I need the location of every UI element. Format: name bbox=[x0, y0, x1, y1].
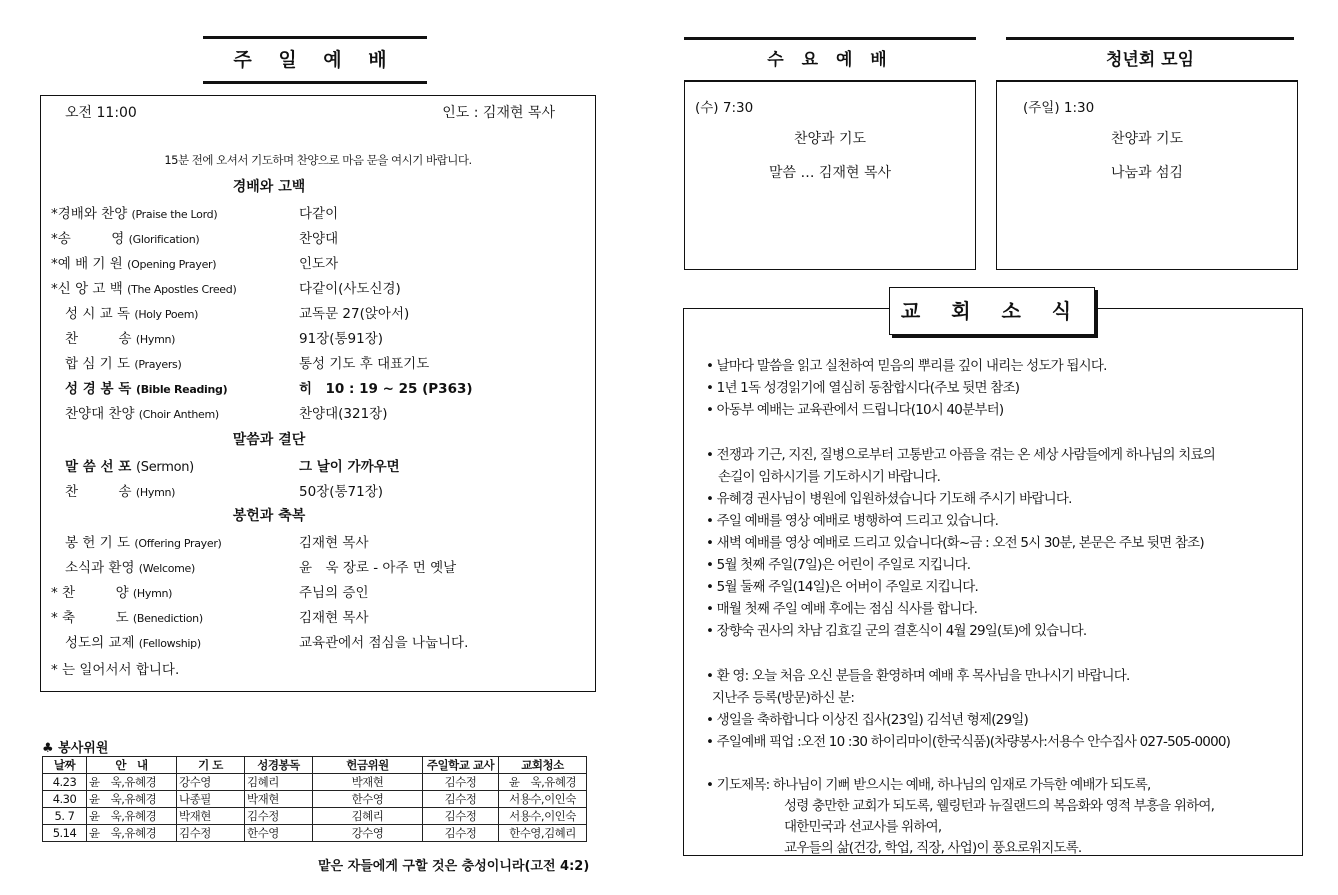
news-item: • 기도제목: 하나님이 기뻐 받으시는 예배, 하나님의 임재로 가득한 예배가 되도록, bbox=[706, 777, 1151, 793]
table-cell: 강수영 bbox=[313, 825, 423, 842]
order-item-name: 합 심 기 도 (Prayers) bbox=[65, 356, 182, 372]
wednesday-box bbox=[684, 80, 976, 270]
table-cell: 김수정 bbox=[423, 774, 499, 791]
news-item: 대한민국과 선교사를 위하여, bbox=[784, 819, 942, 835]
news-item: 손길이 임하시기를 기도하시기 바랍니다. bbox=[718, 469, 941, 485]
order-item bbox=[41, 302, 597, 327]
news-item: • 유혜경 권사님이 병원에 입원하셨습니다 기도해 주시기 바랍니다. bbox=[706, 491, 1072, 507]
order-item bbox=[41, 252, 597, 277]
column-header: 교회청소 bbox=[499, 757, 587, 774]
column-header: 안 내 bbox=[87, 757, 177, 774]
volunteers-table bbox=[42, 756, 587, 842]
worship-leader: 인도 : 김재현 목사 bbox=[442, 105, 555, 121]
news-item: • 생일을 축하합니다 이상진 집사(23일) 김석년 형제(29일) bbox=[706, 712, 1028, 728]
arrival-notice: 15분 전에 오셔서 기도하며 찬양으로 마음 문을 여시기 바랍니다. bbox=[164, 153, 472, 167]
order-item bbox=[41, 480, 597, 505]
column-header: 성경봉독 bbox=[245, 757, 313, 774]
youth-line: 찬양과 기도 bbox=[1110, 131, 1184, 147]
table-cell: 4.30 bbox=[43, 791, 87, 808]
table-cell: 윤 욱,유혜경 bbox=[87, 825, 177, 842]
order-item-name: 성도의 교제 (Fellowship) bbox=[65, 635, 201, 651]
table-cell: 김혜리 bbox=[245, 774, 313, 791]
order-item bbox=[41, 556, 597, 581]
news-item: • 장향숙 권사의 차남 김효길 군의 결혼식이 4월 29일(토)에 있습니다. bbox=[706, 623, 1087, 639]
order-item-name: * 축 도 (Benediction) bbox=[51, 610, 203, 626]
table-cell: 김수정 bbox=[423, 791, 499, 808]
table-cell: 4.23 bbox=[43, 774, 87, 791]
church-news-box bbox=[683, 308, 1303, 856]
news-item: • 1년 1독 성경읽기에 열심히 동참합시다(주보 뒷면 참조) bbox=[706, 380, 1020, 396]
order-item bbox=[41, 377, 597, 402]
order-item-name: 말 씀 선 포 (Sermon) bbox=[65, 459, 194, 475]
column-header: 기 도 bbox=[177, 757, 245, 774]
order-item bbox=[41, 606, 597, 631]
table-cell: 김수정 bbox=[423, 825, 499, 842]
table-row bbox=[43, 791, 587, 808]
table-cell: 한수영 bbox=[313, 791, 423, 808]
news-item: 성령 충만한 교회가 되도록, 웰링턴과 뉴질랜드의 복음화와 영적 부흥을 위하여, bbox=[784, 798, 1215, 814]
news-item: • 매월 첫째 주일 예배 후에는 점심 식사를 합니다. bbox=[706, 601, 978, 617]
order-item bbox=[41, 327, 597, 352]
table-cell: 5.14 bbox=[43, 825, 87, 842]
order-item bbox=[41, 227, 597, 252]
column-header: 주일학교 교사 bbox=[423, 757, 499, 774]
order-item-name: 소식과 환영 (Welcome) bbox=[65, 560, 195, 576]
order-item-name: 봉 헌 기 도 (Offering Prayer) bbox=[65, 535, 222, 551]
order-item bbox=[41, 402, 597, 427]
order-item bbox=[41, 277, 597, 302]
news-item: • 5월 첫째 주일(7일)은 어린이 주일로 지킵니다. bbox=[706, 557, 971, 573]
column-header: 날짜 bbox=[43, 757, 87, 774]
order-item-value: 교육관에서 점심을 나눕니다. bbox=[299, 635, 469, 651]
worship-time: 오전 11:00 bbox=[65, 105, 137, 121]
wednesday-worship-title: 수 요 예 배 bbox=[684, 37, 976, 75]
table-cell: 김혜리 bbox=[313, 808, 423, 825]
order-item-value: 찬양대 bbox=[299, 231, 339, 247]
youth-meeting-title: 청년회 모임 bbox=[1006, 37, 1294, 75]
order-item-name: 성 시 교 독 (Holy Poem) bbox=[65, 306, 199, 322]
order-item-value: 찬양대(321장) bbox=[299, 406, 388, 422]
order-item-name: 성 경 봉 독 (Bible Reading) bbox=[65, 381, 228, 397]
table-cell: 박재현 bbox=[177, 808, 245, 825]
order-item bbox=[41, 631, 597, 656]
order-item-name: *신 앙 고 백 (The Apostles Creed) bbox=[51, 281, 237, 297]
youth-line: 나눔과 섬김 bbox=[1110, 165, 1184, 181]
wednesday-line: 말씀 … 김재현 목사 bbox=[768, 165, 892, 181]
table-cell: 윤 욱,유혜경 bbox=[87, 774, 177, 791]
table-cell: 서용수,이인숙 bbox=[499, 808, 587, 825]
standing-footnote: * 는 일어서서 합니다. bbox=[51, 662, 180, 678]
order-item-value: 다같이 bbox=[299, 206, 339, 222]
table-cell: 김수정 bbox=[423, 808, 499, 825]
order-item-value: 통성 기도 후 대표기도 bbox=[299, 356, 430, 372]
order-item-value: 김재현 목사 bbox=[299, 535, 369, 551]
order-item-name: 찬양대 찬양 (Choir Anthem) bbox=[65, 406, 219, 422]
table-cell: 나종필 bbox=[177, 791, 245, 808]
order-item bbox=[41, 581, 597, 606]
table-row bbox=[43, 808, 587, 825]
church-news-title: 교 회 소 식 bbox=[889, 287, 1095, 335]
youth-time: (주일) 1:30 bbox=[1023, 100, 1095, 116]
table-cell: 윤 욱,유혜경 bbox=[499, 774, 587, 791]
news-item: • 주일 예배를 영상 예배로 병행하여 드리고 있습니다. bbox=[706, 513, 999, 529]
youth-box bbox=[996, 80, 1298, 270]
order-item-value: 그 날이 가까우면 bbox=[299, 459, 400, 475]
order-item bbox=[41, 352, 597, 377]
section-word-heading: 말씀과 결단 bbox=[232, 432, 306, 448]
table-row bbox=[43, 825, 587, 842]
wednesday-time: (수) 7:30 bbox=[695, 100, 754, 116]
table-cell: 강수영 bbox=[177, 774, 245, 791]
order-item-name: *경배와 찬양 (Praise the Lord) bbox=[51, 206, 218, 222]
order-item-name: *예 배 기 원 (Opening Prayer) bbox=[51, 256, 217, 272]
order-item-value: 윤 욱 장로 - 아주 먼 옛날 bbox=[299, 560, 457, 576]
order-item bbox=[41, 455, 597, 480]
table-cell: 5. 7 bbox=[43, 808, 87, 825]
order-item-value: 50장(통71장) bbox=[299, 484, 384, 500]
bible-verse: 맡은 자들에게 구할 것은 충성이니라(고전 4:2) bbox=[318, 859, 590, 874]
order-item-name: *송 영 (Glorification) bbox=[51, 231, 200, 247]
sunday-order-box bbox=[40, 95, 596, 692]
table-cell: 서용수,이인숙 bbox=[499, 791, 587, 808]
news-item: 교우들의 삶(건강, 학업, 직장, 사업)이 풍요로워지도록. bbox=[784, 840, 1082, 856]
order-item-value: 91장(통91장) bbox=[299, 331, 384, 347]
order-item-name: 찬 송 (Hymn) bbox=[65, 484, 176, 500]
volunteers-title: ♣ 봉사위원 bbox=[42, 741, 109, 756]
table-cell: 김수정 bbox=[177, 825, 245, 842]
sunday-worship-title: 주 일 예 배 bbox=[203, 36, 427, 84]
order-item-name: 찬 송 (Hymn) bbox=[65, 331, 176, 347]
wednesday-line: 찬양과 기도 bbox=[793, 131, 867, 147]
news-item: • 5월 둘째 주일(14일)은 어버이 주일로 지킵니다. bbox=[706, 579, 978, 595]
order-item bbox=[41, 531, 597, 556]
news-item: • 아동부 예배는 교육관에서 드립니다(10시 40분부터) bbox=[706, 402, 1004, 418]
news-item: • 환 영: 오늘 처음 오신 분들을 환영하며 예배 후 목사님을 만나시기 바랍니다. bbox=[706, 668, 1130, 684]
section-worship-heading: 경배와 고백 bbox=[232, 179, 306, 195]
news-item: • 날마다 말씀을 읽고 실천하여 믿음의 뿌리를 깊이 내리는 성도가 됩시다. bbox=[706, 358, 1107, 374]
order-item-value: 다같이(사도신경) bbox=[299, 281, 401, 297]
order-item-value: 주님의 증인 bbox=[299, 585, 369, 601]
table-cell: 박재현 bbox=[245, 791, 313, 808]
table-cell: 윤 욱,유혜경 bbox=[87, 791, 177, 808]
column-header: 헌금위원 bbox=[313, 757, 423, 774]
order-item-value: 인도자 bbox=[299, 256, 339, 272]
table-cell: 한수영 bbox=[245, 825, 313, 842]
table-cell: 윤 욱,유혜경 bbox=[87, 808, 177, 825]
order-item-value: 교독문 27(앉아서) bbox=[299, 306, 410, 322]
table-cell: 박재현 bbox=[313, 774, 423, 791]
order-item-value: 김재현 목사 bbox=[299, 610, 369, 626]
table-cell: 김수정 bbox=[245, 808, 313, 825]
news-item: • 새벽 예배를 영상 예배로 드리고 있습니다(화~금 : 오전 5시 30분, 본문은 주보 뒷면 참조) bbox=[706, 535, 1204, 551]
news-item: 지난주 등록(방문)하신 분: bbox=[712, 690, 855, 706]
section-offering-heading: 봉헌과 축복 bbox=[232, 508, 306, 524]
table-header-row bbox=[43, 757, 587, 774]
table-row bbox=[43, 774, 587, 791]
order-item-value: 히 10 : 19 ~ 25 (P363) bbox=[299, 381, 473, 397]
news-item: • 주일예배 픽업 :오전 10 :30 하이리마이(한국식품)(차량봉사:서용수 안수집사 027-505-0000) bbox=[706, 734, 1231, 750]
order-item bbox=[41, 202, 597, 227]
news-item: • 전쟁과 기근, 지진, 질병으로부터 고통받고 아픔을 겪는 온 세상 사람들에게 하나님의 치료의 bbox=[706, 447, 1215, 463]
table-cell: 한수영,김혜리 bbox=[499, 825, 587, 842]
order-item-name: * 찬 양 (Hymn) bbox=[51, 585, 173, 601]
